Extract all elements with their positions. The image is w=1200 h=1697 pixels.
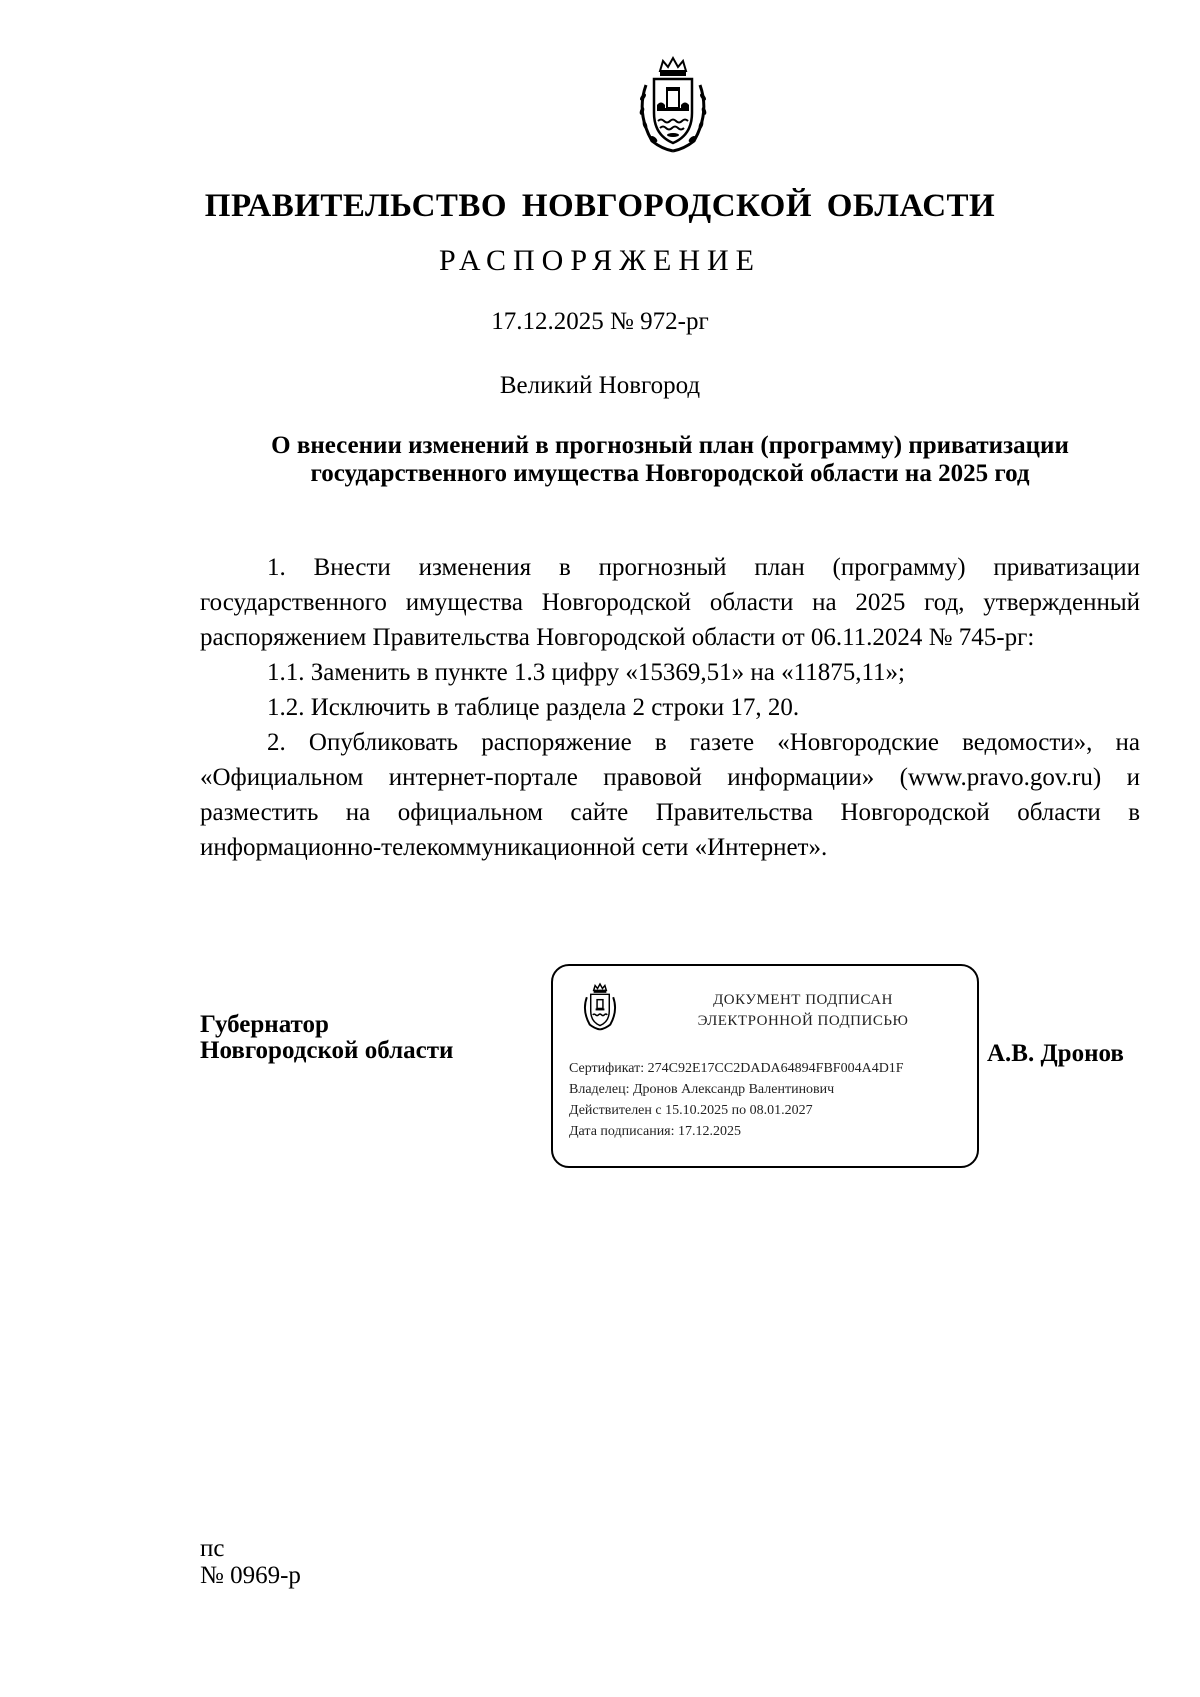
stamp-owner: Владелец: Дронов Александр Валентинович [569,1082,835,1097]
paragraph-1: 1. Внести изменения в прогнозный план (программу) приватизации государственного имущества Новгородской области на 2025 год, утвержденный распоряжением Правительства Новгородской области от 06.11.2024 № 745-рг: [200,554,1140,651]
stamp-signed-date: Дата подписания: 17.12.2025 [569,1124,742,1139]
footer-reference [200,1535,301,1589]
electronic-signature-stamp [551,964,979,1168]
paragraph-1-2: 1.2. Исключить в таблице раздела 2 строки 17, 20. [267,694,800,721]
document-city: Великий Новгород [499,372,701,399]
stamp-validity: Действителен с 15.10.2025 по 08.01.2027 [569,1103,813,1118]
document-body [200,550,1140,865]
document-heading-line1: О внесении изменений в прогнозный план (программу) приватизации [271,432,1069,459]
coat-of-arms-icon [630,55,716,155]
document-date-number: 17.12.2025 № 972-рг [491,308,709,335]
document-type: РАСПОРЯЖЕНИЕ [438,244,762,277]
stamp-title [643,990,963,1032]
stamp-title-line1: ДОКУМЕНТ ПОДПИСАН [713,992,893,1008]
document-heading-line2: государственного имущества Новгородской области на 2025 год [310,460,1030,487]
paragraph-2: 2. Опубликовать распоряжение в газете «Новгородские ведомости», на «Официальном интернет-портале правовой информации» (www.pravo.gov.ru) и разместить на официальном сайте Правительства Новгородской области в информационно-телекоммуникационной сети «Интернет». [200,729,1140,861]
footer-line1: пс [200,1535,225,1562]
paragraph-1-1: 1.1. Заменить в пункте 1.3 цифру «15369,51» на «11875,11»; [267,659,905,686]
stamp-title-line2: ЭЛЕКТРОННОЙ ПОДПИСЬЮ [697,1013,909,1029]
signatory-position [200,1012,453,1064]
signatory-position-line1: Губернатор [200,1011,329,1038]
footer-line2: № 0969-р [200,1562,301,1589]
stamp-coat-of-arms-icon [579,982,621,1032]
stamp-certificate: Сертификат: 274C92E17CC2DADA64894FBF004A4D1F [569,1061,904,1076]
signatory-name: А.В. Дронов [987,1040,1124,1067]
government-title: ПРАВИТЕЛЬСТВО НОВГОРОДСКОЙ ОБЛАСТИ [204,188,996,224]
signatory-position-line2: Новгородской области [200,1037,454,1064]
stamp-details [569,1058,904,1142]
document-heading [200,432,1140,488]
